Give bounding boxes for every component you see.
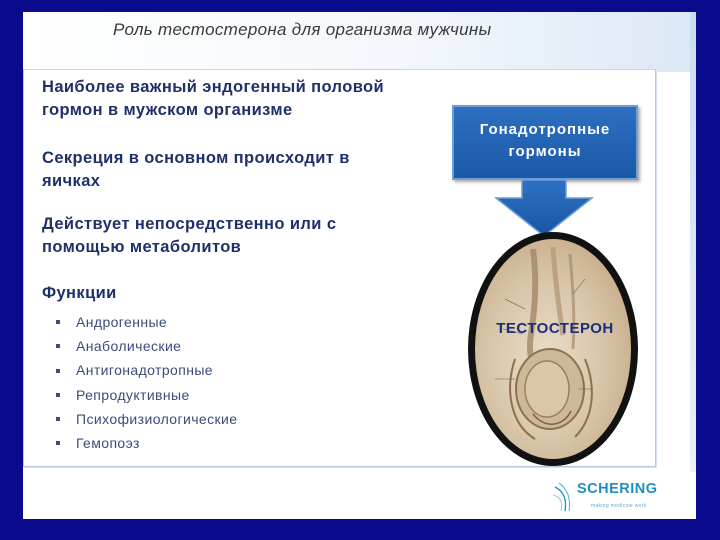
gonadotropin-box (452, 105, 638, 180)
right-decor-strip (690, 12, 696, 472)
point-hormone: Наиболее важный эндогенный половой гормон в мужском организме (42, 78, 385, 119)
slide-title: Роль тестостерона для организма мужчины (113, 20, 492, 39)
bullet-icon (56, 344, 60, 348)
anatomy-illustration (475, 239, 631, 459)
schering-logo (553, 479, 693, 515)
point-action: Действует непосредственно или с помощью метаболитов (42, 215, 337, 256)
logo-name: SCHERING (577, 481, 658, 497)
bullet-icon (56, 393, 60, 397)
bullet-icon (56, 417, 60, 421)
logo-swirl-icon (553, 481, 575, 513)
bullet-icon (56, 441, 60, 445)
point-secretion: Секреция в основном происходит в яичках (42, 149, 350, 190)
list-item: Антигонадотропные (56, 358, 237, 382)
title-band (23, 12, 696, 72)
list-item: Психофизиологические (56, 407, 237, 431)
list-item: Репродуктивные (56, 383, 237, 407)
down-arrow-icon (494, 180, 594, 240)
logo-tagline: making medicine work (591, 503, 647, 509)
gonadotropin-label: Гонадотропные гормоны (479, 121, 611, 160)
bullet-icon (56, 369, 60, 373)
functions-heading: Функции (42, 284, 117, 302)
testosterone-label: ТЕСТОСТЕРОН (496, 320, 614, 337)
slide (23, 12, 696, 519)
list-item: Андрогенные (56, 310, 237, 334)
bullet-icon (56, 320, 60, 324)
functions-list (56, 310, 237, 455)
list-item: Гемопоэз (56, 431, 237, 455)
list-item: Анаболические (56, 334, 237, 358)
